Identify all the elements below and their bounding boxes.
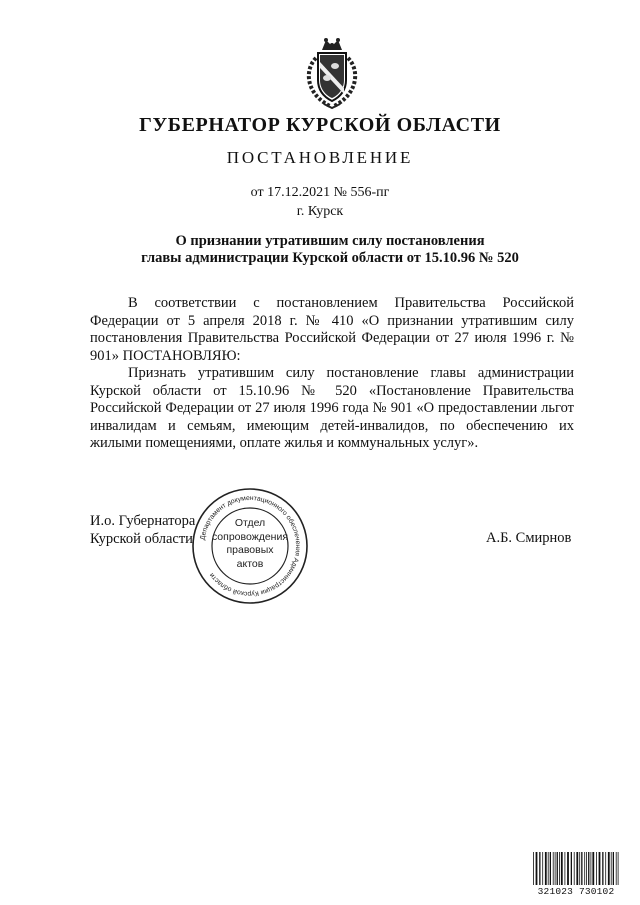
barcode-bar bbox=[561, 852, 563, 885]
signatory-position-line-2: Курской области bbox=[90, 531, 193, 547]
body-paragraph: Признать утратившим силу постановление главы администрации Курской области от 15.10.96 № 520 «Постановление Правительства Российской Федерации от 27 июля 1996 года № 901 «О предоставлении льгот инвалидам и семьям, имеющим детей-инвалидов, по обеспечению их жилыми помещениями, оплате жилья и коммунальных услуг». bbox=[90, 365, 574, 451]
stamp-line: актов bbox=[236, 557, 264, 570]
heading-line-1: О признании утратившим силу постановления bbox=[175, 233, 485, 249]
coat-of-arms-icon bbox=[300, 36, 364, 112]
body-paragraph: В соответствии с постановлением Правительства Российской Федерации от 5 апреля 2018 г. № 410 «О признании утратившим силу постановления Правительства Российской Федерации от 27 июля 1996 г. № 901» ПОСТАНОВЛЯЮ: bbox=[90, 295, 574, 364]
barcode-bar bbox=[613, 852, 614, 885]
barcode-bar bbox=[602, 852, 603, 885]
barcode-bar bbox=[599, 852, 601, 885]
signatory-name: А.Б. Смирнов bbox=[486, 530, 572, 546]
barcode-bar bbox=[545, 852, 547, 885]
barcode-bar bbox=[571, 852, 572, 885]
barcode-bars bbox=[532, 852, 620, 885]
barcode-bar bbox=[542, 852, 543, 885]
document-place: г. Курск bbox=[296, 204, 344, 219]
barcode-bar bbox=[586, 852, 587, 885]
barcode-bar bbox=[605, 852, 606, 885]
barcode-bar bbox=[553, 852, 554, 885]
signatory-position-line-1: И.о. Губернатора bbox=[90, 513, 196, 529]
barcode-bar bbox=[608, 852, 610, 885]
barcode-bar bbox=[591, 852, 592, 885]
barcode-bar bbox=[533, 852, 534, 885]
barcode-bar bbox=[581, 852, 582, 885]
stamp-line: сопровождения bbox=[211, 530, 289, 543]
document-date-number: от 17.12.2021 № 556-пг bbox=[250, 185, 390, 200]
barcode-bar bbox=[574, 852, 575, 885]
barcode-bar bbox=[559, 852, 560, 885]
barcode-number: 321023 730102 bbox=[537, 886, 615, 897]
document-type: ПОСТАНОВЛЕНИЕ bbox=[226, 148, 414, 167]
barcode-bar bbox=[539, 852, 540, 885]
document-heading bbox=[100, 233, 560, 267]
barcode-bar bbox=[567, 852, 569, 885]
barcode-bar bbox=[616, 852, 617, 885]
barcode-bar bbox=[579, 852, 580, 885]
stamp-center-text bbox=[190, 517, 310, 571]
heading-line-2: главы администрации Курской области от 15.10.96 № 520 bbox=[141, 250, 519, 266]
barcode-bar bbox=[550, 852, 551, 885]
barcode-bar bbox=[555, 852, 556, 885]
signatory-position bbox=[90, 512, 195, 548]
authority-title: ГУБЕРНАТОР КУРСКОЙ ОБЛАСТИ bbox=[139, 114, 501, 136]
barcode-bar bbox=[548, 852, 549, 885]
barcode-bar bbox=[557, 852, 558, 885]
barcode-bar bbox=[588, 852, 589, 885]
barcode-bar bbox=[618, 852, 619, 885]
barcode-bar bbox=[565, 852, 566, 885]
barcode bbox=[532, 852, 620, 896]
stamp-line: правовых bbox=[226, 544, 274, 556]
stamp-ring-text: Департамент документационного обеспечения Администрации Курской области bbox=[199, 494, 302, 598]
barcode-bar bbox=[576, 852, 578, 885]
barcode-bar bbox=[592, 852, 594, 885]
barcode-bar bbox=[536, 852, 538, 885]
document-body bbox=[90, 295, 574, 453]
barcode-bar bbox=[584, 852, 585, 885]
stamp-line: Отдел bbox=[234, 517, 266, 529]
barcode-bar bbox=[596, 852, 597, 885]
barcode-bar bbox=[611, 852, 612, 885]
